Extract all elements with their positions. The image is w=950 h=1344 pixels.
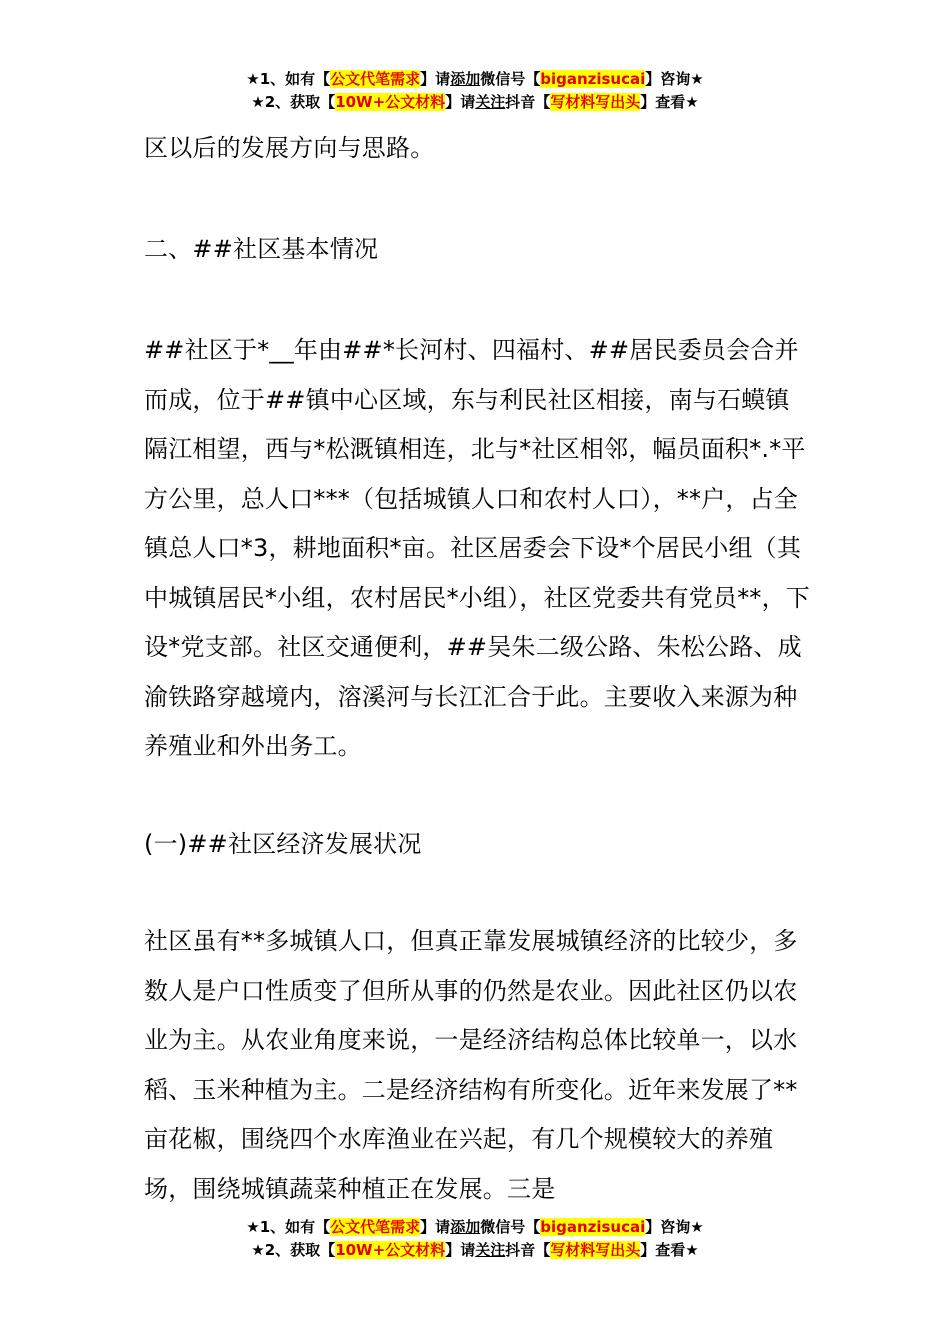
banner-text: ★1、如有【: [246, 70, 331, 88]
banner-text: 】请: [445, 93, 476, 111]
banner-line-2: [0, 91, 950, 114]
banner-text: 】查看★: [640, 1241, 699, 1259]
banner-underline: 关注: [475, 1241, 506, 1259]
banner-highlight: 写材料写出头: [550, 1241, 641, 1259]
footer-banner: [0, 1216, 950, 1262]
banner-highlight: 写材料写出头: [550, 93, 641, 111]
banner-line-2: [0, 1239, 950, 1262]
banner-highlight: biganzisucai: [540, 70, 646, 88]
banner-highlight: 公文代笔需求: [330, 1218, 421, 1236]
banner-text: 】咨询★: [645, 70, 704, 88]
banner-text: 】请: [420, 1218, 451, 1236]
banner-text: 微信号【: [480, 70, 541, 88]
document-body: [144, 124, 812, 1214]
banner-text: 抖音【: [505, 1241, 551, 1259]
economy-paragraph: 社区虽有**多城镇人口，但真正靠发展城镇经济的比较少，多数人是户口性质变了但所从事的仍然是农业。因此社区仍以农业为主。从农业角度来说，一是经济结构总体比较单一，以水稻、玉米种植为主。二是经济结构有所变化。近年来发展了**亩花椒，围绕四个水库渔业在兴起，有几个规模较大的养殖场，围绕城镇蔬菜种植正在发展。三是: [144, 927, 798, 1203]
banner-highlight: 公文代笔需求: [330, 70, 421, 88]
banner-text: 抖音【: [505, 93, 551, 111]
banner-line-1: [0, 68, 950, 91]
banner-text: ★2、获取【: [251, 93, 336, 111]
section-heading-economy: (一)##社区经济发展状况: [144, 829, 422, 858]
banner-text: ★1、如有【: [246, 1218, 331, 1236]
banner-text: 微信号【: [480, 1218, 541, 1236]
banner-text: ★2、获取【: [251, 1241, 336, 1259]
banner-underline: 关注: [475, 93, 506, 111]
banner-line-1: [0, 1216, 950, 1239]
banner-underline: 添加: [450, 70, 481, 88]
banner-text: 】请: [445, 1241, 476, 1259]
banner-highlight: 10W+公文材料: [335, 93, 446, 111]
banner-underline: 添加: [450, 1218, 481, 1236]
banner-highlight: biganzisucai: [540, 1218, 646, 1236]
header-banner: [0, 68, 950, 114]
section-heading-basic: 二、##社区基本情况: [144, 234, 379, 263]
continuation-paragraph: 区以后的发展方向与思路。: [144, 134, 435, 162]
banner-text: 】查看★: [640, 93, 699, 111]
intro-paragraph: ##社区于*__年由##*长河村、四福村、##居民委员会合并而成，位于##镇中心区域，东与利民社区相接，南与石蟆镇隔江相望，西与*松溉镇相连，北与*社区相邻，幅员面积*.*平方公里，总人口***（包括城镇人口和农村人口），**户，占全镇总人口*3，耕地面积*亩。社区居委会下设*个居民小组（其中城镇居民*小组，农村居民*小组），社区党委共有党员**，下设*党支部。社区交通便利，##吴朱二级公路、朱松公路、成渝铁路穿越境内，溶溪河与长江汇合于此。主要收入来源为种养殖业和外出务工。: [144, 336, 810, 760]
banner-text: 】请: [420, 70, 451, 88]
banner-highlight: 10W+公文材料: [335, 1241, 446, 1259]
banner-text: 】咨询★: [645, 1218, 704, 1236]
